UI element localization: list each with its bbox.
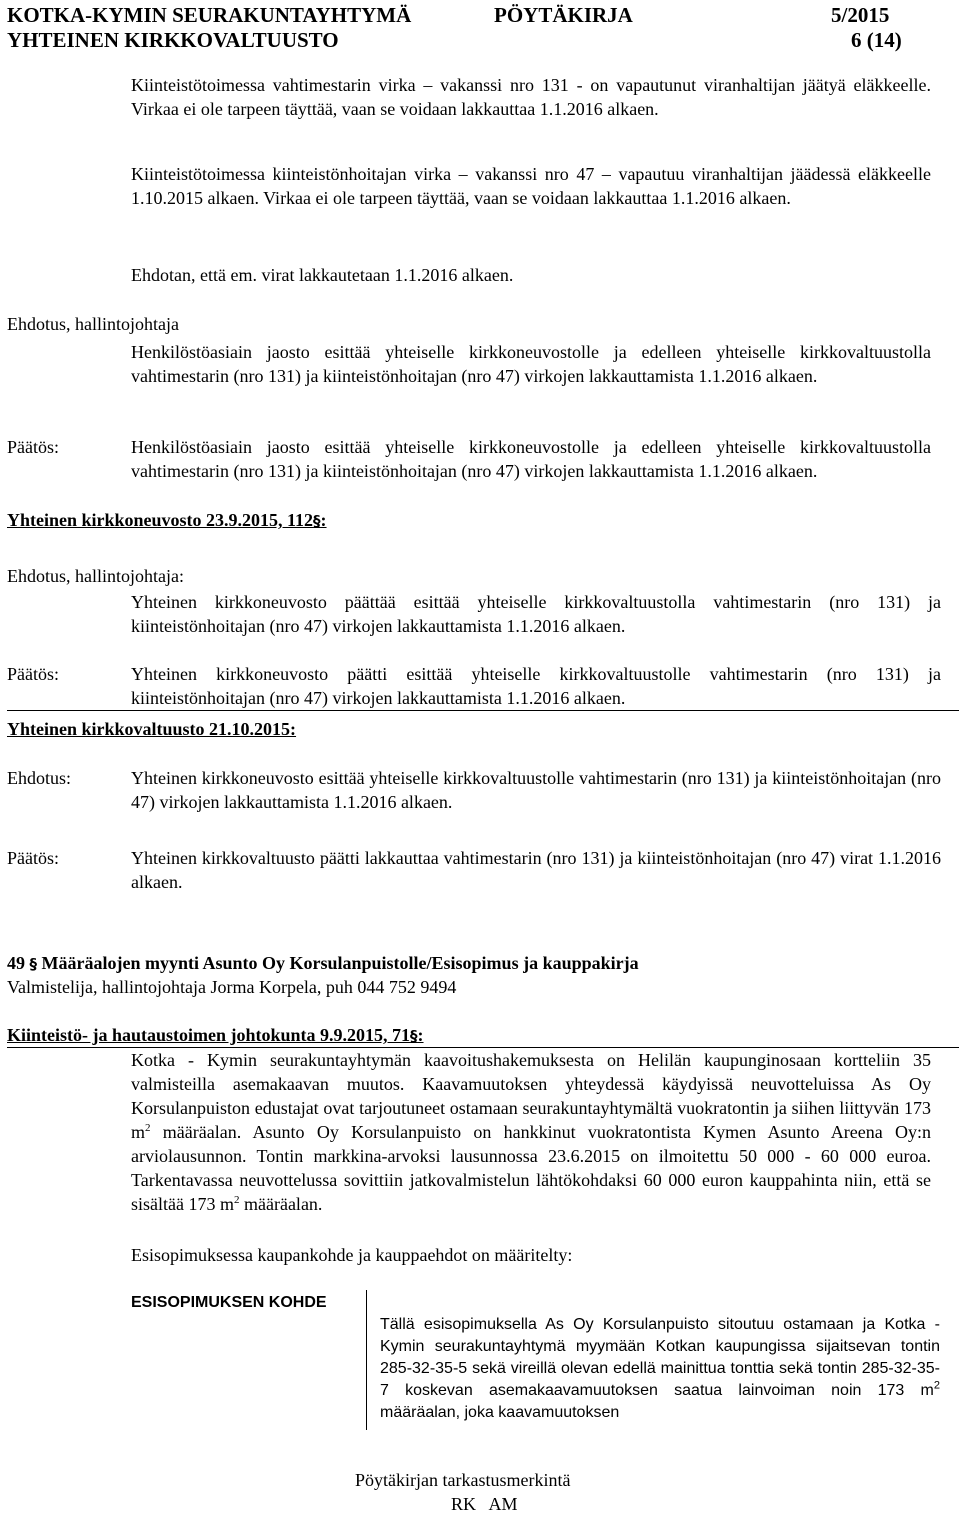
page-number: 6 (14) [851, 28, 902, 52]
section-number: 49 [7, 953, 25, 973]
intro-paragraph-2: Kiinteistötoimessa kiinteistönhoitajan virka – vakanssi nro 47 – vapautuu viranhaltijan jäädessä eläkkeelle 1.10.2015 alkaen. Virkaa ei ole tarpeen täyttää, vaan se voidaan lakkauttaa 1.1.2016 alkaen. [131, 164, 931, 208]
heading-colon: : [417, 1025, 424, 1045]
pre-agreement-text-part-a: Tällä esisopimuksella As Oy Korsulanpuisto sitoutuu ostamaan ja Kotka - Kymin seurakuntayhtymä myymään Kotkan kaupungissa sijaitsevan tontin 285-32-35-5 sekä vireillä olevan edellä mainittua tonttia sekä tontin 285-32-35-7 koskevan asemakaavamuutoksen saatua lainvoiman noin 173 m [380, 1316, 940, 1399]
section-sign-icon: § [410, 1027, 418, 1045]
document-type: PÖYTÄKIRJA [494, 3, 633, 27]
intro-paragraph-1: Kiinteistötoimessa vahtimestarin virka – vakanssi nro 131 - on vapautunut viranhaltijan jäätyä eläkkeelle. Virkaa ei ole tarpeen täyttää, vaan se voidaan lakkauttaa 1.1.2016 alkaen. [131, 75, 931, 119]
decision-text: Yhteinen kirkkovaltuusto päätti lakkauttaa vahtimestarin (nro 131) ja kiinteistönhoitajan (nro 47) virat 1.1.2016 alkaen. [131, 848, 941, 892]
pre-agreement-object-label: ESISOPIMUKSEN KOHDE [131, 1294, 327, 1311]
footer-initials: RK AM [451, 1494, 518, 1514]
decision-label: Päätös: [7, 664, 59, 684]
decision-text: Yhteinen kirkkoneuvosto päätti esittää yhteiselle kirkkovaltuustolle vahtimestarin (nro 131) ja kiinteistönhoitajan (nro 47) virkojen lakkauttamista 1.1.2016 alkaen. [131, 664, 941, 708]
heading-colon: : [320, 510, 327, 530]
section-title [7, 951, 639, 976]
board-paragraph-1-part-b: määräalan. Asunto Oy Korsulanpuisto on hankkinut vuokratontista Kymen Asunto Areena Oy:n arviolausunnon. Tontin markkina-arvoksi lausunnossa 23.6.2015 on ilmoitettu 50 000 - 60 000 euroa. Tarkentavassa neuvottelussa sovittiin jatkovalmistelun lähtökohdaksi 60 000 euron kauppahinta niin, että se sisältää 173 m [131, 1122, 931, 1214]
decision-label: Päätös: [7, 848, 59, 868]
proposal-label: Ehdotus, hallintojohtaja: [7, 566, 184, 586]
superscript-2: 2 [145, 1122, 151, 1134]
proposal-text: Yhteinen kirkkoneuvosto päättää esittää yhteiselle kirkkovaltuustolla vahtimestarin (nro 131) ja kiinteistönhoitajan (nro 47) virkojen lakkauttamista 1.1.2016 alkaen. [131, 592, 941, 636]
superscript-2: 2 [233, 1194, 240, 1206]
preparer-line: Valmistelija, hallintojohtaja Jorma Korpela, puh 044 752 9494 [7, 977, 457, 997]
decision-text: Henkilöstöasiain jaosto esittää yhteiselle kirkkoneuvostolle ja edelleen yhteiselle kirkkovaltuustolla vahtimestarin (nro 131) ja kiinteistönhoitajan (nro 47) virkojen lakkauttamista 1.1.2016 alkaen. [131, 437, 931, 481]
council-meeting-heading [7, 508, 327, 533]
footer-label: Pöytäkirjan tarkastusmerkintä [355, 1470, 571, 1490]
proposal-label: Ehdotus, hallintojohtaja [7, 314, 179, 334]
pre-agreement-object-text [380, 1314, 940, 1424]
divider-line [7, 710, 959, 711]
proposal-label: Ehdotus: [7, 768, 72, 788]
board-paragraph-1-part-c: määräalan. [239, 1194, 323, 1214]
proposal-text: Henkilöstöasiain jaosto esittää yhteiselle kirkkoneuvostolle ja edelleen yhteiselle kirkkovaltuustolla vahtimestarin (nro 131) ja kiinteistönhoitajan (nro 47) virkojen lakkauttamista 1.1.2016 alkaen. [131, 342, 931, 386]
section-sign-icon: § [313, 512, 321, 530]
board-paragraph-1 [131, 1048, 931, 1216]
intro-paragraph-3: Ehdotan, että em. virat lakkautetaan 1.1.2016 alkaen. [131, 265, 514, 285]
org-name: KOTKA-KYMIN SEURAKUNTAYHTYMÄ [7, 3, 412, 27]
vertical-rule [366, 1290, 367, 1430]
superscript-2: 2 [933, 1379, 940, 1392]
board-paragraph-2: Esisopimuksessa kaupankohde ja kauppaehdot on määritelty: [131, 1245, 573, 1265]
board-meeting-heading-text: Kiinteistö- ja hautaustoimen johtokunta 9.9.2015, 71 [7, 1025, 411, 1045]
proposal-text: Yhteinen kirkkoneuvosto esittää yhteiselle kirkkovaltuustolle vahtimestarin (nro 131) ja kiinteistönhoitajan (nro 47) virkojen lakkauttamista 1.1.2016 alkaen. [131, 768, 941, 812]
board-paragraph-1-part-a: Kotka - Kymin seurakuntayhtymän kaavoitushakemuksesta on Helilän kaupunginosaan kortteliin 35 valmisteilla asemakaavan muutos. Kaavamuutoksen yhteydessä käydyissä neuvotteluissa As Oy Korsulanpuiston edustajat ovat tarjoutuneet ostamaan seurakuntayhtymältä vuokratontin ja siihen liittyvän 173 m [131, 1050, 931, 1142]
assembly-meeting-heading [7, 717, 296, 741]
section-sign-icon: § [29, 955, 37, 973]
assembly-meeting-heading-text: Yhteinen kirkkovaltuusto 21.10.2015: [7, 719, 297, 739]
council-meeting-heading-text: Yhteinen kirkkoneuvosto 23.9.2015, 112 [7, 510, 314, 530]
pre-agreement-text-part-b: määräalan, joka kaavamuutoksen [380, 1404, 620, 1421]
board-meeting-heading [7, 1023, 424, 1048]
section-title-text: Määräalojen myynti Asunto Oy Korsulanpuistolle/Esisopimus ja kauppakirja [41, 953, 639, 973]
protocol-number: 5/2015 [831, 3, 890, 27]
body-name: YHTEINEN KIRKKOVALTUUSTO [7, 28, 339, 52]
decision-label: Päätös: [7, 437, 59, 457]
